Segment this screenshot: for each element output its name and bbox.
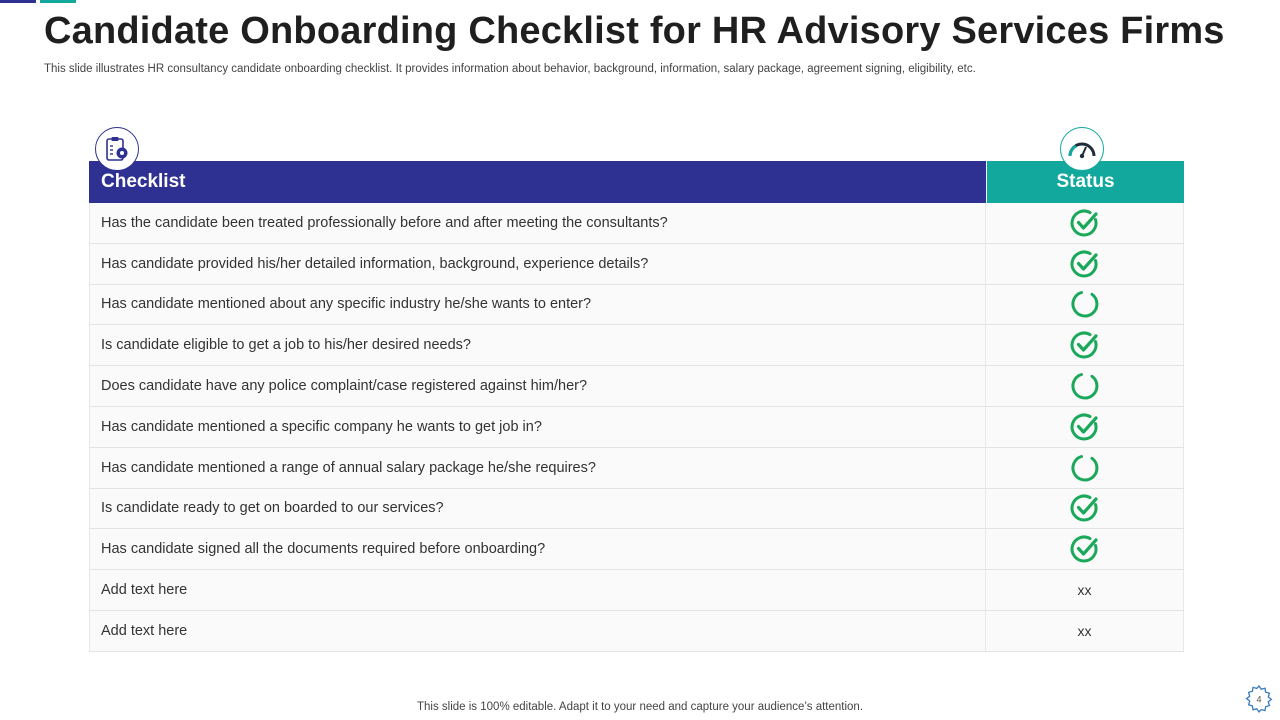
gauge-icon	[1060, 127, 1104, 171]
checklist-item: Has candidate signed all the documents required before onboarding?	[89, 529, 986, 569]
status-text: xx	[986, 611, 1184, 651]
checklist-item: Has candidate mentioned a range of annual salary package he/she requires?	[89, 448, 986, 488]
check-circle-icon	[986, 407, 1184, 447]
incomplete-circle-icon	[986, 448, 1184, 488]
clipboard-gear-icon	[95, 127, 139, 171]
table-row	[89, 448, 1184, 489]
checklist-item: Has candidate mentioned a specific company he wants to get job in?	[89, 407, 986, 447]
checklist-item: Does candidate have any police complaint/case registered against him/her?	[89, 366, 986, 406]
status-column-header: Status	[986, 161, 1184, 203]
slide-subtitle: This slide illustrates HR consultancy candidate onboarding checklist. It provides information about behavior, background, information, salary package, agreement signing, eligibility, etc.	[44, 63, 976, 75]
table-row	[89, 529, 1184, 570]
checklist-item: Has the candidate been treated professionally before and after meeting the consultants?	[89, 203, 986, 243]
slide-footer: This slide is 100% editable. Adapt it to your need and capture your audience’s attention.	[416, 701, 864, 713]
table-row	[89, 407, 1184, 448]
incomplete-circle-icon	[986, 366, 1184, 406]
checklist-column-header: Checklist	[89, 161, 986, 203]
slide-title: Candidate Onboarding Checklist for HR Advisory Services Firms	[44, 10, 1225, 52]
table-header-row	[89, 161, 1184, 203]
check-circle-icon	[986, 489, 1184, 529]
check-circle-icon	[986, 325, 1184, 365]
table-row	[89, 325, 1184, 366]
check-circle-icon	[986, 203, 1184, 243]
incomplete-circle-icon	[986, 285, 1184, 325]
table-row	[89, 244, 1184, 285]
table-row	[89, 366, 1184, 407]
table-row	[89, 203, 1184, 244]
accent-bar-navy	[0, 0, 36, 3]
table-row	[89, 570, 1184, 611]
checklist-table	[89, 161, 1184, 652]
table-row	[89, 489, 1184, 530]
table-row	[89, 285, 1184, 326]
table-body	[89, 203, 1184, 652]
check-circle-icon	[986, 529, 1184, 569]
checklist-item: Has candidate mentioned about any specific industry he/she wants to enter?	[89, 285, 986, 325]
table-row	[89, 611, 1184, 652]
page-number: 4	[1256, 694, 1262, 705]
checklist-item: Is candidate ready to get on boarded to our services?	[89, 489, 986, 529]
accent-bar-teal	[40, 0, 76, 3]
status-text: xx	[986, 570, 1184, 610]
checklist-item: Add text here	[89, 570, 986, 610]
gear-icon	[1243, 683, 1275, 715]
checklist-item: Add text here	[89, 611, 986, 651]
checklist-item: Is candidate eligible to get a job to his/her desired needs?	[89, 325, 986, 365]
checklist-item: Has candidate provided his/her detailed information, background, experience details?	[89, 244, 986, 284]
check-circle-icon	[986, 244, 1184, 284]
